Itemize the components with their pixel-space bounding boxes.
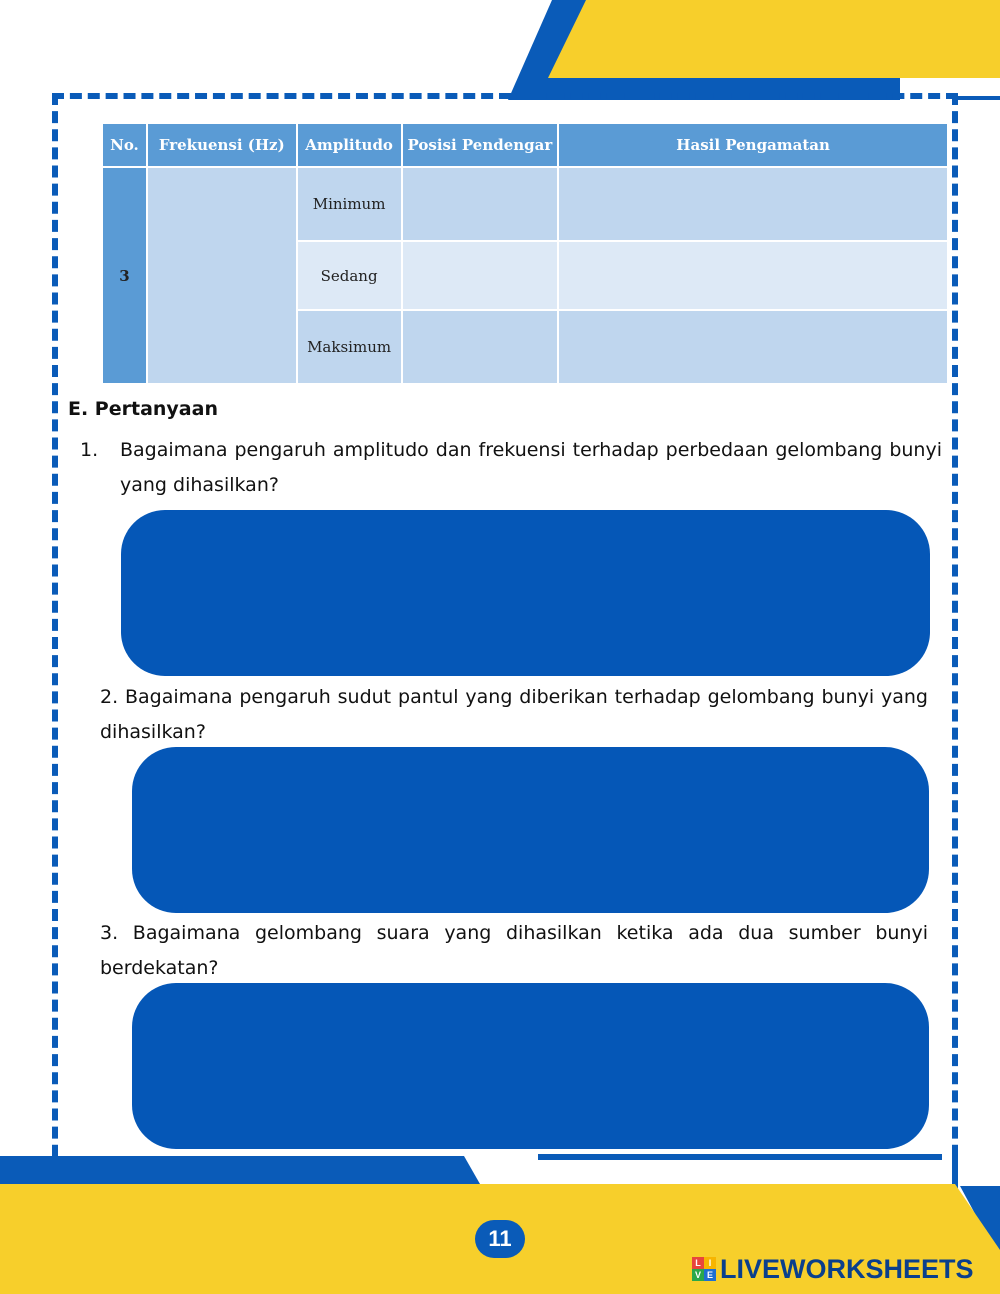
header-hasil-pengamatan: Hasil Pengamatan xyxy=(558,123,948,167)
hasil-pengamatan-cell[interactable] xyxy=(558,167,948,241)
header-no: No. xyxy=(102,123,147,167)
header-decoration xyxy=(0,0,1000,100)
liveworksheets-logo-icon: L I V E xyxy=(692,1257,716,1281)
hasil-pengamatan-cell[interactable] xyxy=(558,310,948,384)
header-frekuensi: Frekuensi (Hz) xyxy=(147,123,297,167)
answer-box-1[interactable] xyxy=(121,510,930,676)
question-1-number: 1. xyxy=(80,439,99,461)
answer-box-3[interactable] xyxy=(132,983,929,1149)
question-1 xyxy=(80,433,942,503)
table-header-row xyxy=(102,123,948,167)
question-1-text: Bagaimana pengaruh amplitudo dan frekuensi terhadap perbedaan gelombang bunyi yang dihasilkan? xyxy=(120,439,942,496)
header-amplitudo: Amplitudo xyxy=(297,123,402,167)
amplitudo-cell: Maksimum xyxy=(297,310,402,384)
amplitudo-cell: Sedang xyxy=(297,241,402,310)
brand-name: LIVEWORKSHEETS xyxy=(720,1253,974,1284)
table-row xyxy=(102,167,948,241)
posisi-pendengar-cell[interactable] xyxy=(402,310,559,384)
liveworksheets-brand[interactable] xyxy=(692,1252,974,1286)
observation-table xyxy=(101,122,949,385)
page-number-badge: 11 xyxy=(475,1220,525,1258)
row-number-cell: 3 xyxy=(102,167,147,384)
question-2: 2. Bagaimana pengaruh sudut pantul yang diberikan terhadap gelombang bunyi yang dihasilkan? xyxy=(100,686,928,743)
header-posisi-pendengar: Posisi Pendengar xyxy=(402,123,559,167)
posisi-pendengar-cell[interactable] xyxy=(402,241,559,310)
question-3: 3. Bagaimana gelombang suara yang dihasilkan ketika ada dua sumber bunyi berdekatan? xyxy=(100,922,928,979)
hasil-pengamatan-cell[interactable] xyxy=(558,241,948,310)
posisi-pendengar-cell[interactable] xyxy=(402,167,559,241)
amplitudo-cell: Minimum xyxy=(297,167,402,241)
section-title: E. Pertanyaan xyxy=(68,398,218,420)
frekuensi-cell[interactable] xyxy=(147,167,297,384)
answer-box-2[interactable] xyxy=(132,747,929,913)
